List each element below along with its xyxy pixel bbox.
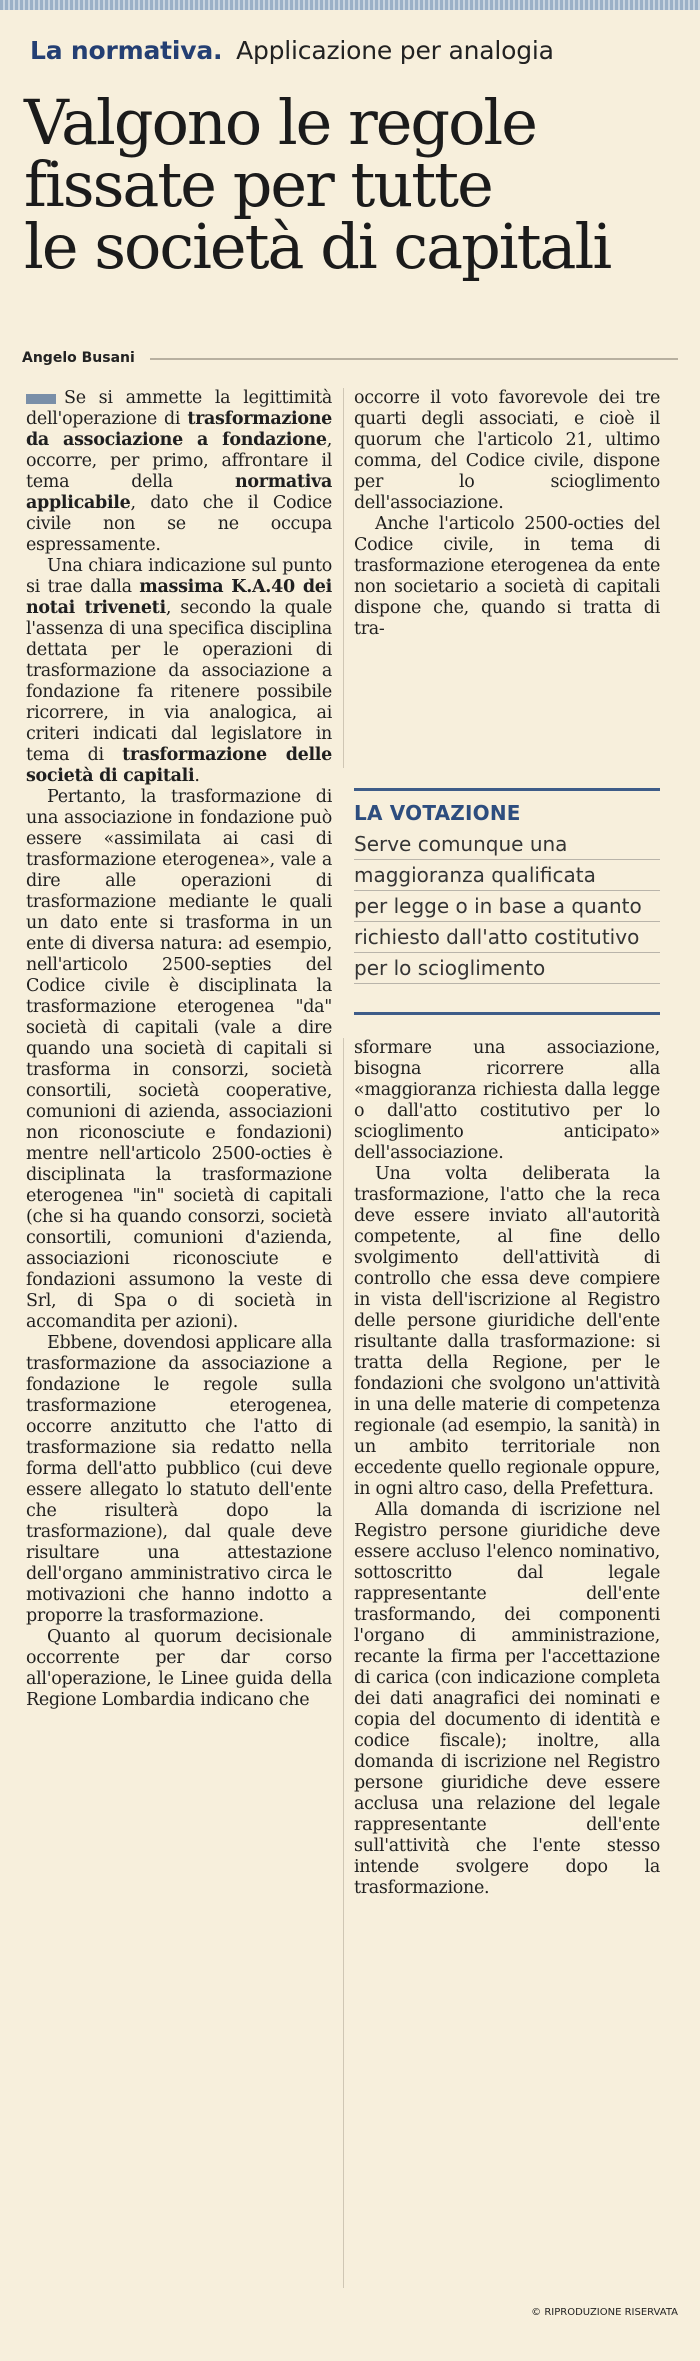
headline-line-1: Valgono le regole [24,86,536,159]
byline: Angelo Busani [22,350,135,366]
sidebar-box-line: maggioranza qualificata [354,860,660,891]
paragraph-1: Se si ammette la legittimità dell'operazione di trasformazione da associazione a fondazione, occorre, per primo, affrontare il tema della normativa applicabile, dato che il Codice civile non se ne occupa espressamente. [26,388,332,555]
top-decorative-rule [0,0,700,10]
headline [24,86,680,283]
paragraph-6: Anche l'articolo 2500-octies del Codice civile, in tema di trasformazione eterogenea da ente non societario a società di capitali dispone che, quando si tratta di tra- [354,514,660,639]
sidebar-box-bottom-rule [354,1012,660,1015]
paragraph-8: Alla domanda di iscrizione nel Registro persone giuridiche deve essere accluso l'elenco nominativo, sottoscritto dal legale rappresentante dell'ente trasformando, dei componenti l'organo di amministrazione, recante la firma per l'accettazione di carica (con indicazione completa dei dati anagrafici dei nominati e copia del documento di identità e codice fiscale); inoltre, alla domanda di iscrizione nel Registro persone giuridiche deve essere acclusa una relazione del legale rappresentante dell'ente sull'attività che l'ente stesso intende svolgere dopo la trasformazione. [354,1500,660,1898]
sidebar-box-line: richiesto dall'atto costitutivo [354,922,660,953]
paragraph-4: Ebbene, dovendosi applicare alla trasformazione da associazione a fondazione le regole sulla trasformazione eterogenea, occorre anzitutto che l'atto di trasformazione sia redatto nella forma dell'atto pubblico (cui deve essere allegato lo statuto dell'ente che risulterà dopo la trasformazione), dal quale deve risultare una attestazione dell'organo amministrativo circa le motivazioni che hanno indotto a proporre la trasformazione. [26,1333,332,1626]
kicker [30,36,670,65]
article-column-2-bottom [354,1038,660,1899]
sidebar-box [354,788,660,984]
headline-line-3: le società di capitali [24,210,611,283]
sidebar-box-line: per lo scioglimento [354,953,660,984]
kicker-subtitle: Applicazione per analogia [236,36,554,65]
column-divider-top [343,388,344,768]
sidebar-box-line: per legge o in base a quanto [354,891,660,922]
paragraph-7: Una volta deliberata la trasformazione, l'atto che la reca deve essere inviato all'autorità competente, al fine dello svolgimento dell'attività di controllo che essa deve compiere in vista dell'iscrizione al Registro delle persone giuridiche dell'ente risultante dalla trasformazione: si tratta della Regione, per le fondazioni che svolgono un'attività in una delle materie di competenza regionale (ad esempio, la sanità) in un ambito territoriale non eccedente quello regionale oppure, in ogni altro caso, della Prefettura. [354,1164,660,1499]
paragraph-continued-2: sformare una associazione, bisogna ricorrere alla «maggioranza richiesta dalla legge o dall'atto costitutivo per lo scioglimento anticipato» dell'associazione. [354,1038,660,1163]
paragraph-2: Una chiara indicazione sul punto si trae dalla massima K.A.40 dei notai triveneti, secondo la quale l'assenza di una specifica disciplina dettata per le operazioni di trasformazione da associazione a fondazione fa ritenere possibile ricorrere, in via analogica, ai criteri indicati dal legislatore in tema di trasformazione delle società di capitali. [26,556,332,786]
paragraph-3: Pertanto, la trasformazione di una associazione in fondazione può essere «assimilata ai casi di trasformazione eterogenea», vale a dire alle operazioni di trasformazione mediante le quali un dato ente si trasforma in un ente di diversa natura: ad esempio, nell'articolo 2500-septies del Codice civile è disciplinata la trasformazione eterogenea "da" società di capitali (vale a dire quando una società di capitali si trasforma in consorzi, società consortili, società cooperative, comunioni di azienda, associazioni non riconosciute e fondazioni) mentre nell'articolo 2500-octies è disciplinata la trasformazione eterogenea "in" società di capitali (che si ha quando consorzi, società consortili, comunioni d'azienda, associazioni riconosciute e fondazioni assumono la veste di Srl, di Spa o di società in accomandita per azioni). [26,787,332,1332]
column-divider-bottom [343,1038,344,2288]
article-column-2-top [354,388,660,640]
lead-marker [26,394,56,404]
sidebar-box-title: LA VOTAZIONE [354,801,521,825]
byline-rule [150,358,678,360]
sidebar-box-text [354,829,660,984]
paragraph-5: Quanto al quorum decisionale occorrente per dar corso all'operazione, le Linee guida della Regione Lombardia indicano che [26,1627,332,1710]
paragraph-continued: occorre il voto favorevole dei tre quarti degli associati, e cioè il quorum che l'articolo 21, ultimo comma, del Codice civile, dispone per lo scioglimento dell'associazione. [354,388,660,513]
sidebar-box-line: Serve comunque una [354,829,660,860]
headline-line-2: fissate per tutte [24,148,492,221]
article-column-1 [26,388,332,1711]
copyright-notice: © RIPRODUZIONE RISERVATA [531,2307,678,2318]
kicker-section: La normativa. [30,36,223,65]
